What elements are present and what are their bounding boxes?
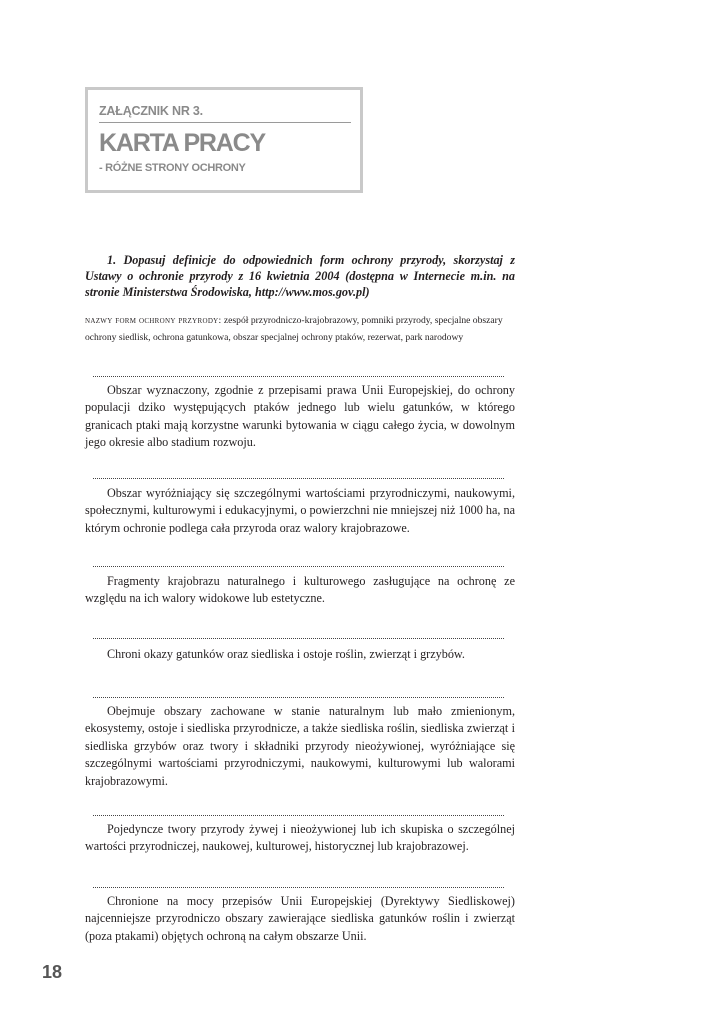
worksheet-title: KARTA PRACY: [99, 129, 265, 157]
definition-5: Obejmuje obszary zachowane w stanie naturalnym lub mało zmienionym, ekosystemy, ostoje i siedliska przyrodnicze, a także siedliska roślin, siedliska zwierząt i siedliska grzybów oraz twory i składniki przyrody nieożywionej, wyróżniające się szczególnymi wartościami przyrodniczymi, naukowymi, kulturowymi lub walorami krajobrazowymi.: [85, 704, 515, 788]
protection-forms-list: [85, 312, 515, 346]
annex-header-box: [85, 87, 363, 193]
annex-label: ZAŁĄCZNIK NR 3.: [99, 104, 351, 123]
definition-7: Chronione na mocy przepisów Unii Europejskiej (Dyrektywy Siedliskowej) najcenniejsze przyrodniczo obszary zawierające siedliska gatunków roślin i zwierząt (poza ptakami) objętych ochroną na całym obszarze Unii.: [85, 894, 515, 943]
protection-forms-names: zespół przyrodniczo-krajobrazowy, pomniki przyrody, specjalne obszary ochrony siedlisk, ochrona gatunkowa, obszar specjalnej ochrony ptaków, rezerwat, park narodowy: [85, 315, 503, 343]
answer-line-4[interactable]: [93, 638, 504, 639]
definition-6: Pojedyncze twory przyrody żywej i nieożywionej lub ich skupiska o szczególnej wartości przyrodniczej, naukowej, kulturowej, historycznej lub krajobrazowej.: [85, 822, 515, 854]
answer-line-1[interactable]: [93, 376, 504, 377]
answer-line-2[interactable]: [93, 478, 504, 479]
answer-line-3[interactable]: [93, 566, 504, 567]
protection-forms-label: nazwy form ochrony przyrody:: [85, 315, 222, 326]
answer-line-5[interactable]: [93, 697, 504, 698]
definition-3: Fragmenty krajobrazu naturalnego i kulturowego zasługujące na ochronę ze względu na ich walory widokowe lub estetyczne.: [85, 574, 515, 606]
definition-2: Obszar wyróżniający się szczególnymi wartościami przyrodniczymi, naukowymi, społecznymi, kulturowymi i edukacyjnymi, o powierzchni nie mniejszej niż 1000 ha, na którym ochronie podlega cała przyroda oraz walory krajobrazowe.: [85, 486, 515, 535]
answer-line-6[interactable]: [93, 815, 504, 816]
worksheet-subtitle: - RÓŻNE STRONY OCHRONY: [99, 162, 246, 174]
definition-4: Chroni okazy gatunków oraz siedliska i ostoje roślin, zwierząt i grzybów.: [107, 647, 465, 661]
definition-1: Obszar wyznaczony, zgodnie z przepisami prawa Unii Europejskiej, do ochrony populacji dziko występujących ptaków jednego lub wielu gatunków, w którego granicach ptaki mają korzystne warunki bytowania w ciągu całego życia, w dowolnym jego okresie albo stadium rozwoju.: [85, 383, 515, 450]
page-number: 18: [42, 962, 63, 982]
answer-line-7[interactable]: [93, 887, 504, 888]
task-instruction: 1. Dopasuj definicje do odpowiednich form ochrony przyrody, skorzystaj z Ustawy o ochronie przyrody z 16 kwietnia 2004 (dostępna w Internecie m.in. na stronie Ministerstwa Środowiska, http://www.mos.gov.pl): [85, 253, 515, 299]
